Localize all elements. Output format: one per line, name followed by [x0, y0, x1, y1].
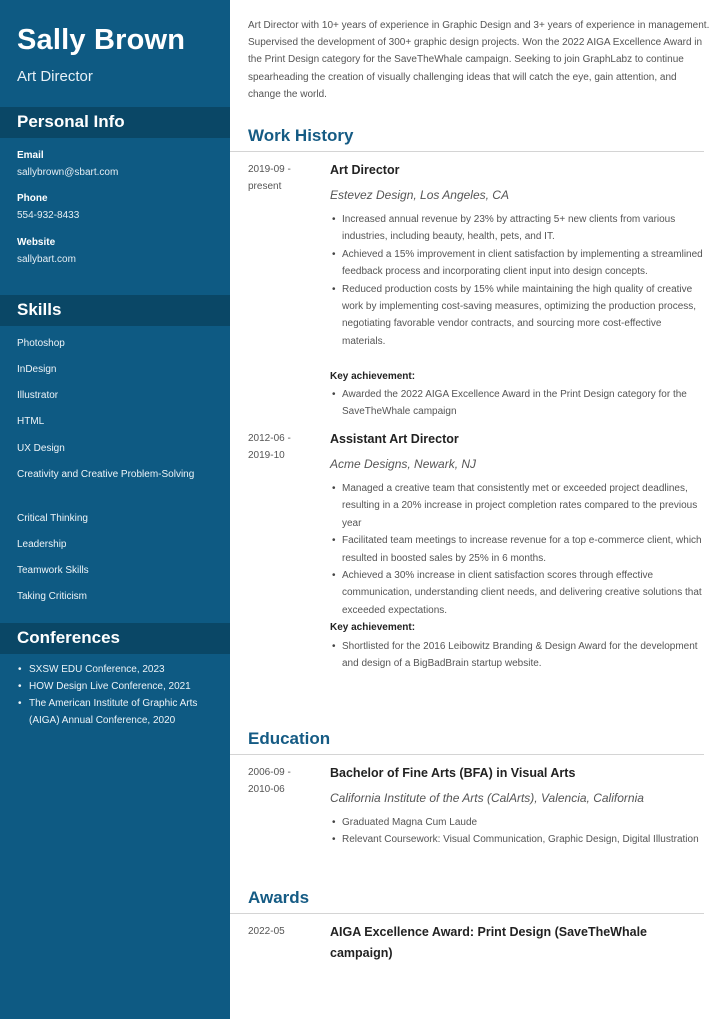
job-bullets	[330, 480, 706, 619]
job-bullet: • Achieved a 15% improvement in client satisfaction by implementing a streamlined feedback process and incorporating client input into design concepts.	[330, 246, 706, 281]
skill-item: Leadership	[17, 539, 67, 550]
education-heading: Education	[248, 729, 331, 748]
skill-item: Creativity and Creative Problem-Solving	[17, 469, 195, 480]
website-value[interactable]: sallybart.com	[17, 254, 76, 265]
job-company: Estevez Design, Los Angeles, CA	[330, 188, 509, 202]
conferences-list	[17, 661, 222, 729]
awards-heading: Awards	[248, 888, 310, 907]
website-label: Website	[17, 237, 56, 248]
summary-text: Art Director with 10+ years of experience in Graphic Design and 3+ years of experience in management. Supervised the development of 300+ graphic design projects. Won the 2022 AIGA Excellence Award in the Print Design category for the SaveTheWhale campaign. Seeking to join GraphLabz to continue spearheading the creation of visually challenging ideas that will catch the eye, gain attention, and change the world.	[248, 20, 710, 100]
education-bullets	[330, 814, 706, 849]
phone-value: 554-932-8433	[17, 210, 80, 221]
skills-heading: Skills	[0, 295, 230, 326]
job-title: Assistant Art Director	[330, 432, 459, 446]
conference-item: • The American Institute of Graphic Arts (AIGA) Annual Conference, 2020	[17, 695, 222, 729]
phone-label: Phone	[17, 193, 48, 204]
email-value[interactable]: sallybrown@sbart.com	[17, 167, 119, 178]
skill-item: Illustrator	[17, 390, 59, 401]
job-bullet: • Increased annual revenue by 23% by attracting 5+ new clients from various industries, including beauty, health, pets, and IT.	[330, 211, 706, 246]
section-divider	[230, 151, 704, 152]
education-degree: Bachelor of Fine Arts (BFA) in Visual Arts	[330, 766, 576, 780]
award-date: 2022-05	[248, 926, 285, 937]
key-achievement-label: Key achievement:	[330, 622, 416, 633]
key-achievement-list	[330, 386, 706, 421]
main-content	[230, 0, 720, 1019]
job-date: 2019-09 - present	[248, 164, 291, 192]
education-date: 2006-09 - 2010-06	[248, 767, 291, 795]
education-bullet: • Relevant Coursework: Visual Communication, Graphic Design, Digital Illustration	[330, 831, 706, 848]
job-date: 2012-06 - 2019-10	[248, 433, 291, 461]
sidebar	[0, 0, 230, 1019]
job-title: Art Director	[330, 163, 400, 177]
key-achievement-label: Key achievement:	[330, 371, 416, 382]
job-bullet: • Achieved a 30% increase in client satisfaction scores through effective communication, understanding client needs, and delivering creative solutions that exceeded expectations.	[330, 567, 706, 619]
candidate-name: Sally Brown	[17, 24, 186, 56]
conference-item: • SXSW EDU Conference, 2023	[17, 661, 222, 678]
job-bullet: • Reduced production costs by 15% while maintaining the high quality of creative work by implementing cost-saving measures, optimizing the production process, negotiating favorable vendor contracts, and sourcing more cost-effective materials.	[330, 281, 706, 351]
award-title: AIGA Excellence Award: Print Design (SaveTheWhale campaign)	[330, 925, 647, 960]
conferences-heading: Conferences	[0, 623, 230, 654]
skill-item: UX Design	[17, 443, 65, 454]
skill-item: Taking Criticism	[17, 591, 88, 602]
education-school: California Institute of the Arts (CalArts), Valencia, California	[330, 791, 644, 805]
key-achievement: • Shortlisted for the 2016 Leibowitz Branding & Design Award for the development and design of a BigBadBrain startup website.	[330, 638, 706, 673]
conference-item: • HOW Design Live Conference, 2021	[17, 678, 222, 695]
email-label: Email	[17, 150, 44, 161]
section-divider	[230, 913, 704, 914]
education-bullet: • Graduated Magna Cum Laude	[330, 814, 706, 831]
skill-item: InDesign	[17, 364, 57, 375]
key-achievement: • Awarded the 2022 AIGA Excellence Award in the Print Design category for the SaveTheWhale campaign	[330, 386, 706, 421]
skill-item: Critical Thinking	[17, 513, 88, 524]
skill-item: Photoshop	[17, 338, 65, 349]
candidate-role: Art Director	[17, 68, 93, 85]
job-bullets	[330, 211, 706, 350]
section-divider	[230, 754, 704, 755]
personal-info-heading: Personal Info	[0, 107, 230, 138]
job-bullet: • Facilitated team meetings to increase revenue for a top e-commerce client, which resulted in boosted sales by 25% in 6 months.	[330, 532, 706, 567]
work-history-heading: Work History	[248, 126, 354, 145]
skill-item: HTML	[17, 416, 45, 427]
skill-item: Teamwork Skills	[17, 565, 89, 576]
job-bullet: • Managed a creative team that consistently met or exceeded project deadlines, resulting in a 20% increase in project completion rates compared to the previous year	[330, 480, 706, 532]
key-achievement-list	[330, 638, 706, 673]
job-company: Acme Designs, Newark, NJ	[330, 457, 477, 471]
